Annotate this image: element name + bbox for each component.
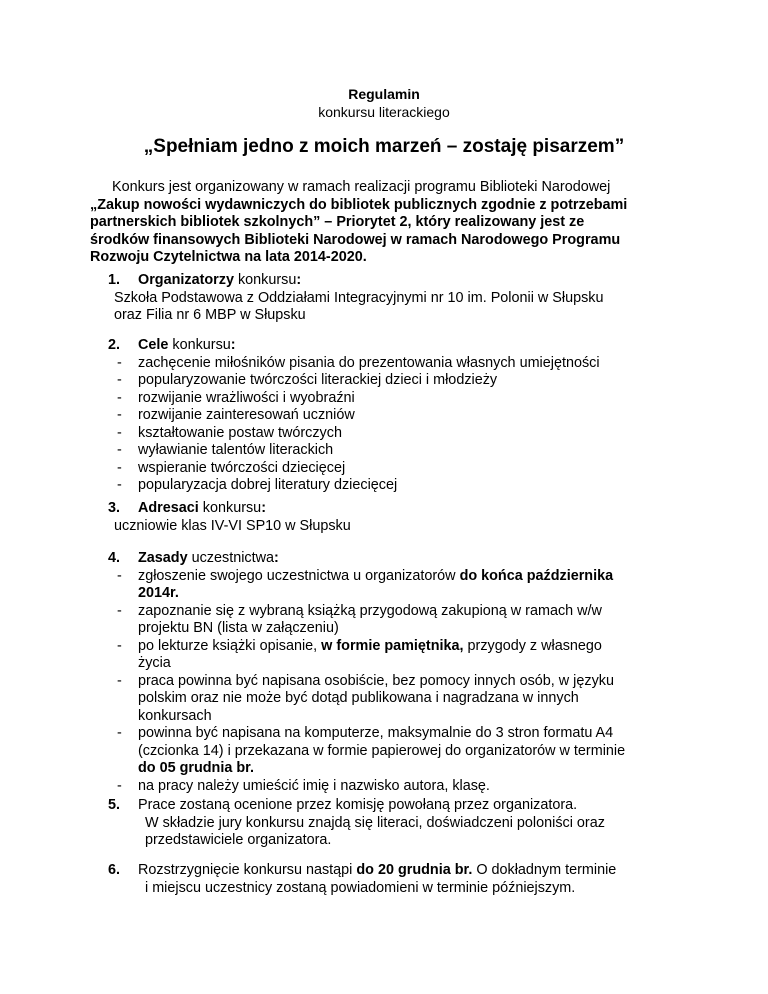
list-item-text: wyławianie talentów literackich	[138, 442, 334, 458]
list-item	[90, 725, 678, 743]
section-number: 5.	[108, 797, 121, 813]
colon: :	[274, 550, 279, 566]
section-number: 4.	[108, 550, 121, 566]
section-text: O dokładnym terminie	[472, 862, 617, 878]
list-item-cont: projektu BN (lista w załączeniu)	[138, 620, 339, 636]
section-bold: do 20 grudnia br.	[356, 862, 473, 878]
list-item-cont: polskim oraz nie może być dotąd publikowana i nagradzana w innych	[138, 690, 579, 706]
list-item-text: przygody z własnego	[463, 637, 602, 654]
list-item	[90, 673, 678, 691]
list-item	[90, 442, 678, 460]
list-item	[90, 477, 678, 495]
section-text: Rozstrzygnięcie konkursu nastąpi	[138, 862, 357, 878]
section-label-rest: konkursu	[168, 337, 231, 353]
list-item	[90, 568, 678, 586]
list-item-text: zachęcenie miłośników pisania do prezentowania własnych umiejętności	[138, 354, 600, 371]
document-title: Regulamin	[348, 86, 420, 102]
list-item-text: wspieranie twórczości dziecięcej	[138, 459, 346, 476]
section-text: przedstawiciele organizatora.	[145, 832, 332, 848]
section-goals	[90, 337, 690, 495]
list-item-text: popularyzacja dobrej literatury dziecięcej	[138, 477, 398, 493]
document-subtitle: konkursu literackiego	[318, 104, 450, 120]
dash: -	[117, 389, 122, 406]
dash: -	[117, 602, 122, 619]
list-item-text: zgłoszenie swojego uczestnictwa u organizatorów	[138, 567, 460, 584]
section-heading	[90, 862, 690, 880]
list-item-cont: życia	[138, 655, 171, 671]
section-text: i miejscu uczestnicy zostaną powiadomieni w terminie późniejszym.	[145, 879, 576, 896]
section-number: 3.	[108, 500, 121, 516]
list-item-text: na pracy należy umieścić imię i nazwisko autora, klasę.	[138, 777, 490, 794]
list-item-text: rozwijanie zainteresowań uczniów	[138, 407, 355, 423]
section-heading	[90, 797, 690, 815]
list-item-text: zapoznanie się z wybraną książką przygodową zakupioną w ramach w/w	[138, 602, 602, 619]
list-item-text: po lekturze książki opisanie,	[138, 637, 322, 654]
list-item-bold: do końca października	[459, 567, 614, 584]
list-item-text: powinna być napisana na komputerze, maksymalnie do 3 stron formatu A4	[138, 725, 614, 741]
section-label: Organizatorzy	[138, 272, 234, 288]
dash: -	[117, 477, 122, 493]
section-heading	[90, 500, 690, 518]
section-label: Zasady	[138, 550, 188, 566]
list-item	[90, 390, 678, 408]
section-evaluation	[90, 797, 690, 850]
colon: :	[261, 500, 266, 516]
section-label-rest: uczestnictwa	[187, 550, 274, 566]
list-item-cont: 2014r.	[138, 585, 179, 601]
section-text: oraz Filia nr 6 MBP w Słupsku	[114, 307, 306, 323]
contest-headline: „Spełniam jedno z moich marzeń – zostaję pisarzem”	[143, 136, 625, 157]
section-results	[90, 862, 690, 897]
dash: -	[117, 459, 122, 476]
list-item-cont: do 05 grudnia br.	[138, 760, 254, 776]
colon: :	[296, 272, 302, 288]
section-label: Cele	[138, 337, 169, 353]
intro-bold-line: partnerskich bibliotek szkolnych” – Priorytet 2, który realizowany jest ze	[90, 214, 585, 230]
section-number: 2.	[108, 337, 121, 353]
list-item-bold: w formie pamiętnika,	[321, 637, 464, 654]
intro-bold-line: Rozwoju Czytelnictwa na lata 2014-2020.	[90, 249, 367, 265]
intro-line: Konkurs jest organizowany w ramach realizacji programu Biblioteki Narodowej	[112, 179, 611, 195]
section-text: W składzie jury konkursu znajdą się literaci, doświadczeni poloniści oraz	[145, 814, 605, 831]
section-heading	[90, 272, 690, 290]
intro-bold-line: „Zakup nowości wydawniczych do bibliotek publicznych zgodnie z potrzebami	[90, 196, 628, 213]
intro-bold-line: środków finansowych Biblioteki Narodowej w ramach Narodowego Programu	[90, 231, 621, 248]
intro-paragraph	[90, 179, 680, 267]
dash: -	[117, 777, 122, 794]
section-addressees	[90, 500, 690, 535]
section-number: 6.	[108, 862, 121, 878]
dash: -	[117, 725, 122, 741]
section-organizers	[90, 272, 690, 325]
dash: -	[117, 637, 122, 654]
dash: -	[117, 372, 122, 388]
list-item	[90, 425, 678, 443]
list-item	[90, 603, 678, 621]
colon: :	[230, 337, 236, 353]
list-item	[90, 778, 678, 796]
section-label-rest: konkursu	[198, 500, 262, 516]
section-label-rest: konkursu	[233, 272, 297, 288]
list-item-text: kształtowanie postaw twórczych	[138, 424, 342, 441]
list-item-text: praca powinna być napisana osobiście, bez pomocy innych osób, w języku	[138, 672, 614, 689]
section-label: Adresaci	[138, 500, 199, 516]
list-item	[90, 460, 678, 478]
dash: -	[117, 442, 122, 458]
list-item	[90, 372, 678, 390]
list-item-text: popularyzowanie twórczości literackiej dzieci i młodzieży	[138, 372, 498, 388]
list-item-cont: (czcionka 14) i przekazana w formie papierowej do organizatorów w terminie	[138, 742, 626, 759]
section-heading	[90, 550, 690, 568]
dash: -	[117, 424, 122, 441]
list-item	[90, 407, 678, 425]
list-item-cont: konkursach	[138, 707, 212, 724]
list-item-text: rozwijanie wrażliwości i wyobraźni	[138, 389, 355, 406]
section-text: uczniowie klas IV-VI SP10 w Słupsku	[114, 517, 351, 534]
section-heading	[90, 337, 690, 355]
list-item	[90, 638, 678, 656]
dash: -	[117, 354, 122, 371]
section-rules	[90, 550, 690, 795]
section-number: 1.	[108, 272, 121, 288]
section-text: Szkoła Podstawowa z Oddziałami Integracyjnymi nr 10 im. Polonii w Słupsku	[114, 289, 604, 306]
dash: -	[117, 567, 122, 584]
dash: -	[117, 407, 122, 423]
section-text: Prace zostaną ocenione przez komisję powołaną przez organizatora.	[138, 797, 578, 813]
dash: -	[117, 672, 122, 689]
list-item	[90, 355, 678, 373]
